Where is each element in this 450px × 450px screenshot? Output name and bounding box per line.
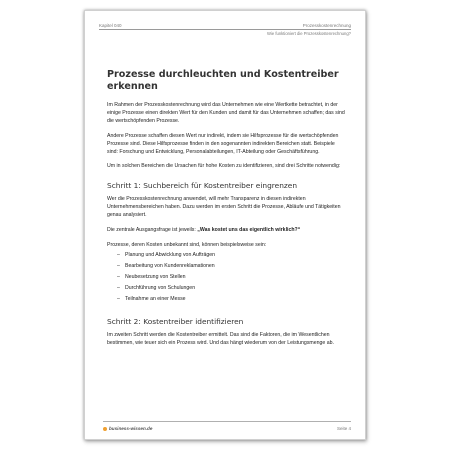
question-prefix: Die zentrale Ausgangsfrage ist jeweils:	[107, 227, 198, 234]
step2-heading: Schritt 2: Kostentreiber identifizieren	[107, 317, 244, 327]
header-subtitle: Wie funktioniert die Prozesskostenrechnung?	[266, 31, 351, 36]
bullet: –	[117, 284, 120, 291]
step1-paragraph: Wer die Prozesskostenrechnung anwendet, will mehr Transparenz in diesen indirekten Unternehmensbereichen haben. Dazu werden im ersten Schritt die Prozesse, Abläufe und Tätigkeiten genau analysiert.	[107, 196, 341, 219]
step1-question	[107, 227, 347, 235]
logo-text: business-wissen.de	[109, 426, 153, 431]
step2-paragraph: Im zweiten Schritt werden die Kostentreiber ermittelt. Das sind die Faktoren, die im Wesentlichen bestimmen, wie teuer sich ein Prozess wird. Und das hängt wiederum von der Leistungsmenge ab.	[107, 332, 334, 347]
document-page	[84, 10, 366, 440]
logo-dot-icon	[103, 427, 107, 431]
page-header	[99, 23, 351, 36]
step1-heading: Schritt 1: Suchbereich für Kostentreiber eingrenzen	[107, 181, 297, 191]
paragraph-2: Andere Prozesse schaffen diesen Wert nur indirekt, indem sie Hilfsprozesse für die wertschöpfenden Prozesse sind. Diese Hilfsprozesse finden in den sogenannten indirekten Bereichen statt. Beispiele sind: Forschung und Entwicklung, Personalabteilungen, IT-Abteilung oder Geschäftsführung.	[107, 132, 339, 155]
list-intro: Prozesse, deren Kosten unbekannt sind, können beispielsweise sein:	[107, 241, 267, 248]
list-item: – Neubesetzung von Stellen	[117, 273, 186, 280]
list-item: – Durchführung von Schulungen	[117, 284, 196, 291]
bullet: –	[117, 273, 120, 280]
header-rule	[99, 29, 351, 30]
list-item: – Bearbeitung von Kundenreklamationen	[117, 262, 215, 269]
paragraph-3: Um in solchen Bereichen die Ursachen für hohe Kosten zu identifizieren, sind drei Schritte notwendig:	[107, 163, 341, 170]
header-topic: Prozesskostenrechnung	[302, 23, 351, 28]
bullet: –	[117, 262, 120, 269]
process-list	[107, 252, 347, 304]
bullet: –	[117, 251, 120, 258]
page-number: Seite 4	[336, 426, 351, 431]
page-title: Prozesse durchleuchten und Kostentreiber erkennen	[107, 69, 339, 92]
page-content	[107, 69, 347, 348]
question-text: „Was kostet uns das eigentlich wirklich?“	[197, 227, 301, 234]
brand-logo	[103, 426, 152, 431]
bullet: –	[117, 295, 120, 302]
header-chapter: Kapitel 040	[99, 23, 122, 28]
list-item: – Teilnahme an einer Messe	[117, 295, 186, 302]
footer-rule	[103, 421, 351, 422]
paragraph-1: Im Rahmen der Prozesskostenrechnung wird das Unternehmen wie eine Wertkette betrachtet, in der einige Prozesse einen direkten Wert für den Kunden und damit für das Unternehmen schaffen; das sind die wertschöpfenden Prozesse.	[107, 102, 345, 124]
list-item: – Planung und Abwicklung von Aufträgen	[117, 251, 215, 258]
page-footer	[103, 426, 351, 431]
